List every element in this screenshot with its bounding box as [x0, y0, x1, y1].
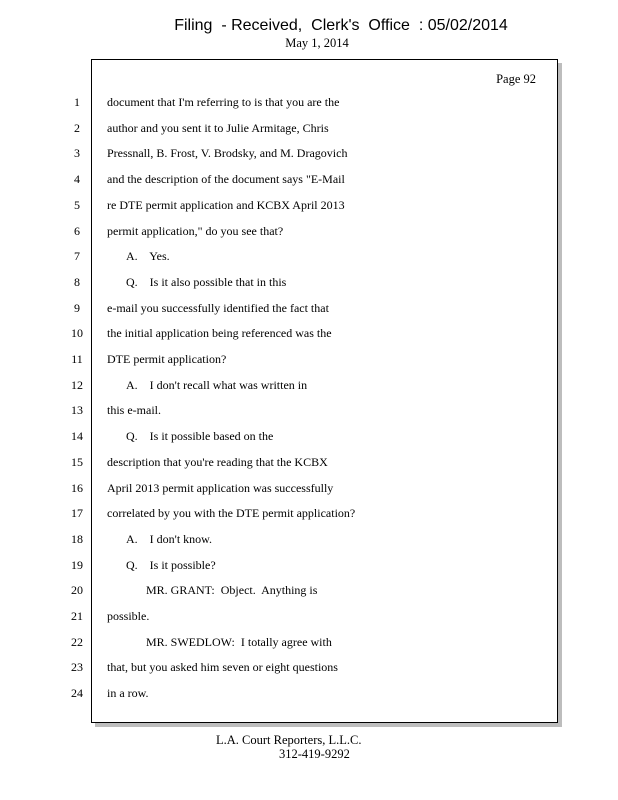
transcript-line: April 2013 permit application was successfully: [107, 480, 334, 495]
line-number: 13: [71, 403, 83, 418]
line-number: 4: [74, 172, 80, 187]
transcript-line: MR. SWEDLOW: I totally agree with: [146, 634, 332, 649]
line-number: 17: [71, 506, 83, 521]
page-number: Page 92: [496, 72, 536, 86]
line-number: 3: [74, 146, 80, 161]
line-number: 20: [71, 583, 83, 598]
transcript-line: Q. Is it also possible that in this: [126, 274, 287, 289]
line-number: 15: [71, 454, 83, 469]
transcript-line: and the description of the document says "E-Mail: [107, 172, 345, 187]
transcript-line: correlated by you with the DTE permit application?: [107, 506, 356, 521]
line-number: 12: [71, 377, 83, 392]
transcript-line: e-mail you successfully identified the fact that: [107, 300, 329, 315]
transcript-line: possible.: [107, 609, 150, 623]
line-number: 23: [71, 660, 83, 675]
filing-stamp: Filing - Received, Clerk's Office : 05/02/2014: [174, 17, 508, 34]
line-number: 19: [71, 557, 83, 572]
line-number: 11: [71, 352, 83, 366]
transcript-line: re DTE permit application and KCBX April 2013: [107, 197, 345, 212]
transcript-line: this e-mail.: [107, 403, 161, 418]
line-number: 5: [74, 197, 80, 212]
transcript-line: Q. Is it possible based on the: [126, 429, 274, 444]
transcript-line: MR. GRANT: Object. Anything is: [146, 583, 318, 598]
line-number: 14: [71, 429, 83, 444]
transcript-line: permit application," do you see that?: [107, 223, 284, 238]
line-number: 22: [71, 634, 83, 649]
transcript-line: that, but you asked him seven or eight questions: [107, 660, 338, 675]
transcript-line: Pressnall, B. Frost, V. Brodsky, and M. Dragovich: [107, 146, 348, 161]
transcript-line: document that I'm referring to is that you are the: [107, 95, 340, 109]
transcript-line: A. I don't recall what was written in: [126, 377, 308, 392]
line-number: 2: [74, 120, 80, 135]
transcript-line: in a row.: [107, 686, 149, 701]
footer-phone: 312-419-9292: [279, 747, 350, 761]
transcript-date: May 1, 2014: [285, 36, 349, 50]
line-number: 8: [74, 274, 80, 289]
line-number: 6: [74, 223, 80, 238]
line-number: 24: [71, 686, 83, 701]
line-number: 10: [71, 326, 83, 341]
transcript-line: author and you sent it to Julie Armitage, Chris: [107, 120, 329, 135]
line-number: 9: [74, 300, 80, 315]
transcript-line: A. I don't know.: [126, 531, 213, 546]
transcript-line: DTE permit application?: [107, 352, 227, 366]
transcript-line: A. Yes.: [126, 249, 170, 264]
line-number: 18: [71, 531, 83, 546]
transcript-line: description that you're reading that the KCBX: [107, 454, 328, 469]
line-number: 1: [74, 95, 80, 109]
transcript-line: Q. Is it possible?: [126, 557, 216, 572]
line-number: 7: [74, 249, 80, 264]
line-number: 16: [71, 480, 83, 495]
line-number: 21: [71, 609, 83, 623]
transcript-line: the initial application being referenced was the: [107, 326, 332, 341]
footer-company: L.A. Court Reporters, L.L.C.: [216, 733, 362, 747]
